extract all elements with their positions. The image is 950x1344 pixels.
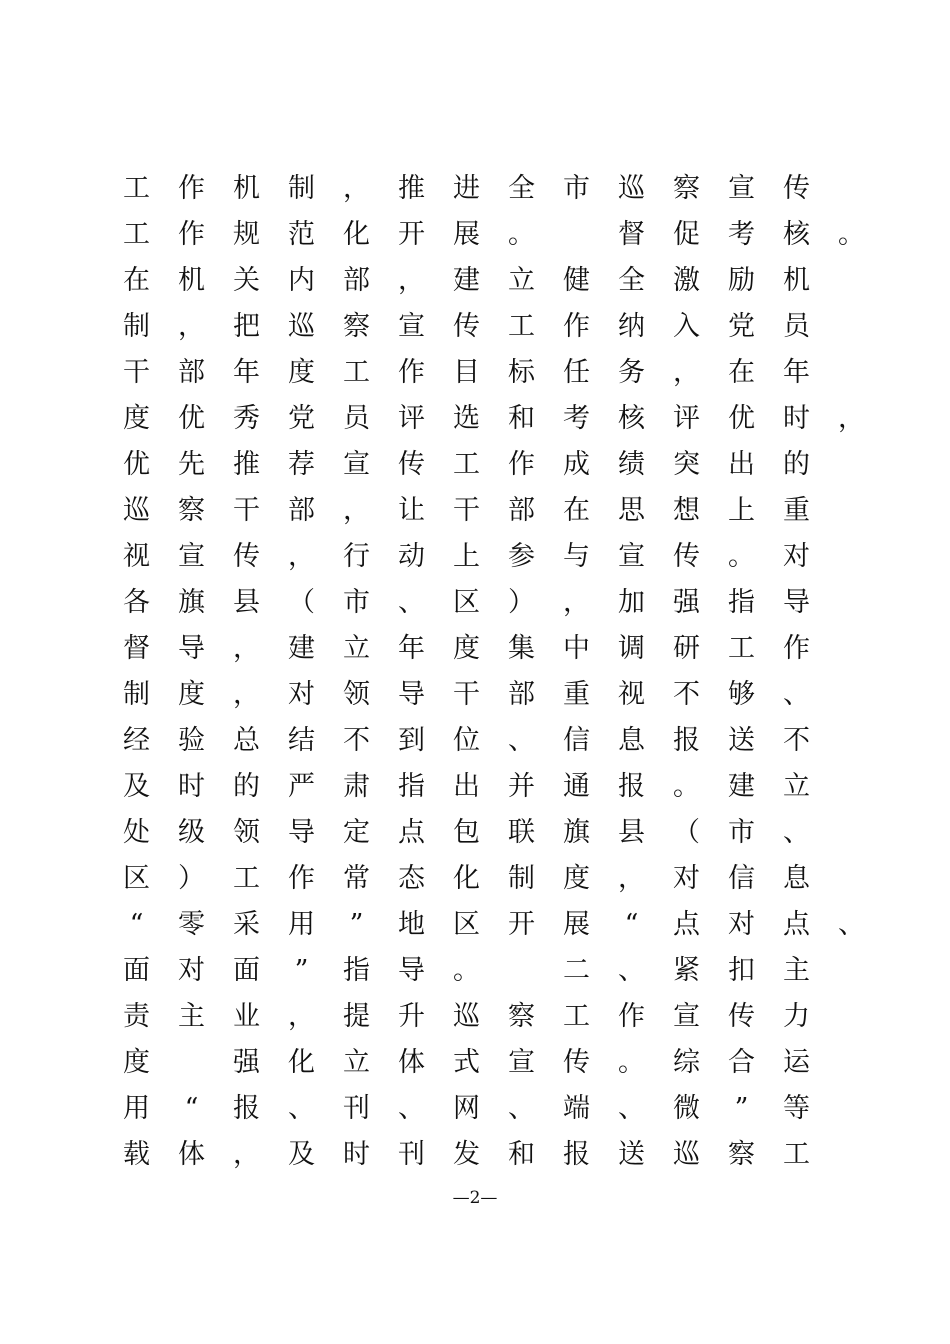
text-line: 视 宣 传 ， 行 动 上 参 与 宣 传 。 对 (123, 541, 810, 572)
text-line: 工 作 规 范 化 开 展 。 督 促 考 核 。 (123, 219, 865, 250)
text-line: 巡 察 干 部 ， 让 干 部 在 思 想 上 重 (123, 495, 810, 526)
text-line: 在 机 关 内 部 ， 建 立 健 全 激 励 机 (123, 265, 810, 296)
page-number: —2— (452, 1188, 498, 1208)
text-line: 经 验 总 结 不 到 位 、 信 息 报 送 不 (123, 725, 810, 756)
text-line: 工 作 机 制 ， 推 进 全 市 巡 察 宣 传 (123, 173, 810, 204)
text-line: 面 对 面 ” 指 导 。 二 、 紧 扣 主 (123, 955, 810, 986)
text-line: 度 优 秀 党 员 评 选 和 考 核 评 优 时 ， (123, 403, 865, 434)
text-line: 载 体 ， 及 时 刊 发 和 报 送 巡 察 工 (123, 1139, 810, 1170)
text-line: 干 部 年 度 工 作 目 标 任 务 ， 在 年 (123, 357, 810, 388)
text-line: 督 导 ， 建 立 年 度 集 中 调 研 工 作 (123, 633, 810, 664)
text-line: 用 “ 报 、 刊 、 网 、 端 、 微 ” 等 (123, 1093, 810, 1124)
text-line: 区 ） 工 作 常 态 化 制 度 ， 对 信 息 (123, 863, 810, 894)
text-line: 优 先 推 荐 宣 传 工 作 成 绩 突 出 的 (123, 449, 810, 480)
text-line: 责 主 业 ， 提 升 巡 察 工 作 宣 传 力 (123, 1001, 810, 1032)
text-line: 制 度 ， 对 领 导 干 部 重 视 不 够 、 (123, 679, 810, 710)
text-line: 各 旗 县 （ 市 、 区 ） ， 加 强 指 导 (123, 587, 810, 618)
text-line: “ 零 采 用 ” 地 区 开 展 “ 点 对 点 、 (129, 909, 865, 940)
text-line: 处 级 领 导 定 点 包 联 旗 县 （ 市 、 (123, 817, 810, 848)
text-line: 及 时 的 严 肃 指 出 并 通 报 。 建 立 (123, 771, 810, 802)
body-text (120, 166, 920, 1178)
text-line: 度 强 化 立 体 式 宣 传 。 综 合 运 (123, 1047, 810, 1078)
text-line: 制 ， 把 巡 察 宣 传 工 作 纳 入 党 员 (123, 311, 810, 342)
